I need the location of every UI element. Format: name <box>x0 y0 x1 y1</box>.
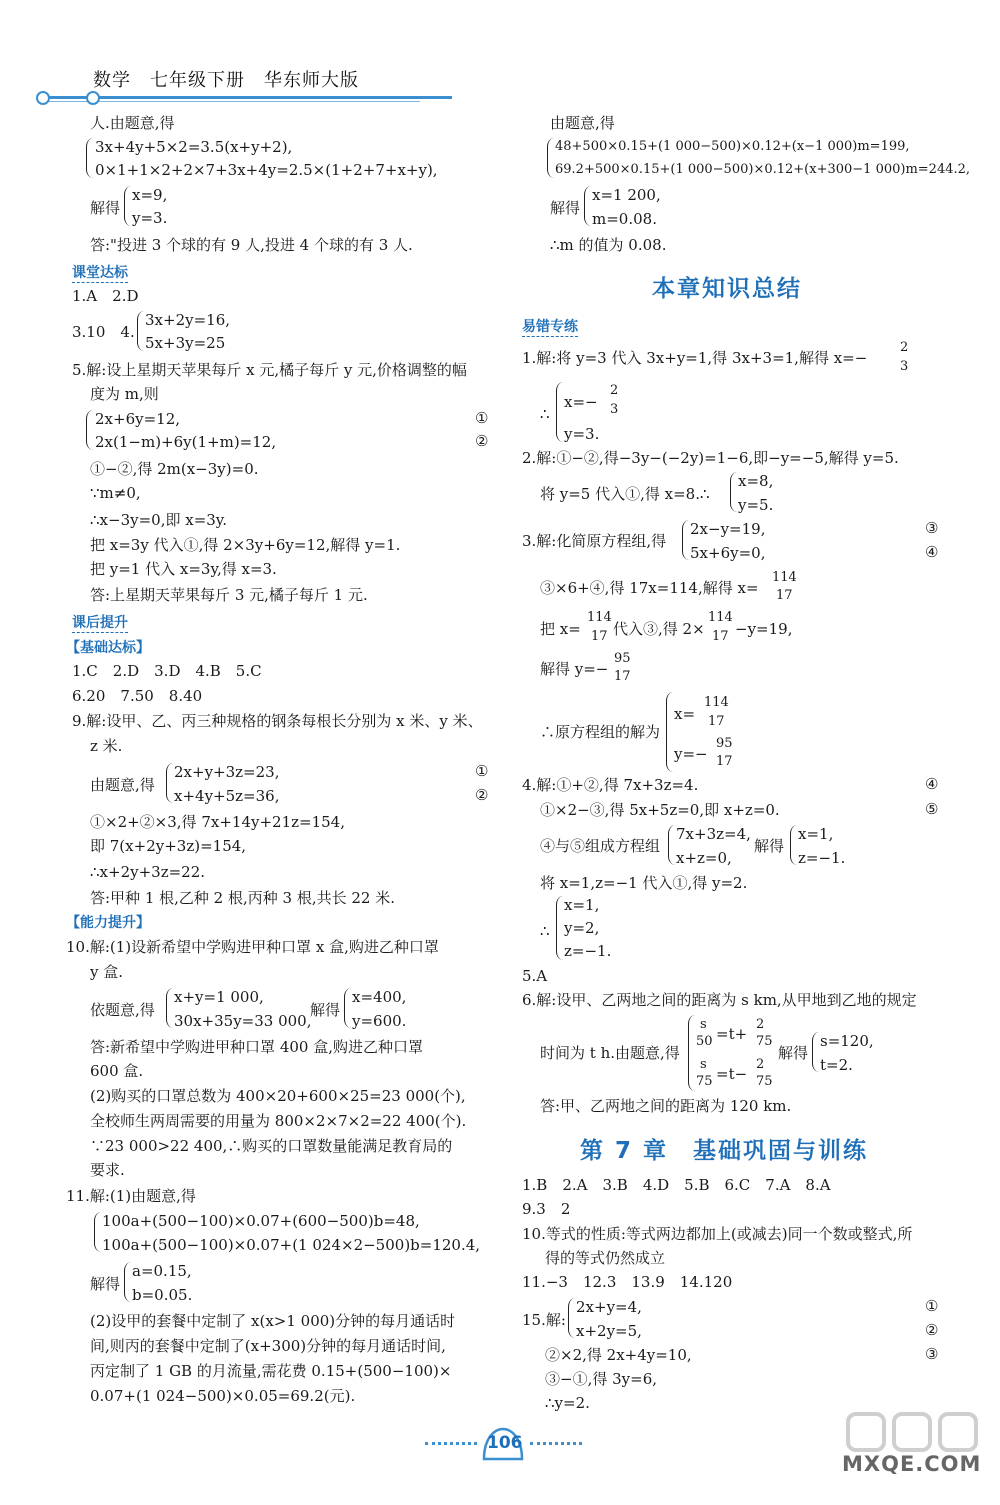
equation: 0×1+1×2+2×7+3x+4y=2.5×(1+2+7+x+y), <box>95 161 438 179</box>
section-heading: 课堂达标 <box>72 262 128 283</box>
brace-icon <box>137 311 144 351</box>
equation-number: ⑤ <box>925 800 939 818</box>
text-line: 解得 <box>90 1275 121 1293</box>
section-heading: 易错专练 <box>522 316 578 337</box>
equation: 48+500×0.15+(1 000−500)×0.12+(x−1 000)m=199, <box>555 139 910 154</box>
page-header <box>0 0 1000 110</box>
brace-icon <box>344 988 351 1028</box>
equation: x=1, <box>798 825 834 843</box>
answer-line: 600 盒. <box>90 1062 144 1080</box>
answer-line: 答:甲种 1 根,乙种 2 根,丙种 3 根,共长 22 米. <box>90 889 395 907</box>
text-line: ①×2+②×3,得 7x+14y+21z=154, <box>90 813 345 831</box>
answer-line: 答:新希望中学购进甲种口罩 400 盒,购进乙种口罩 <box>90 1038 423 1056</box>
fraction-numerator: 95 <box>614 651 631 666</box>
equation: 2x+6y=12, <box>95 410 181 428</box>
equation-number: ① <box>475 409 489 427</box>
text-line: 解得 <box>550 199 581 217</box>
footer-dots-left <box>425 1442 477 1445</box>
text-line: ∴原方程组的解为 <box>540 723 661 741</box>
subsection-tag: 【能力提升】 <box>66 915 150 931</box>
text-line: (2)设甲的套餐中定制了 x(x>1 000)分钟的每月通话时 <box>90 1312 456 1330</box>
equation: b=0.05. <box>132 1286 193 1304</box>
equation: =t+ <box>716 1025 748 1043</box>
equation: s=120, <box>820 1032 874 1050</box>
equation-number: ③ <box>925 519 939 537</box>
equation-number: ② <box>475 432 489 450</box>
brace-icon <box>812 1032 819 1072</box>
brace-icon <box>584 186 591 226</box>
text-line: y 盒. <box>90 963 124 981</box>
section-heading: 课后提升 <box>72 612 128 633</box>
fraction-numerator: s <box>700 1017 707 1032</box>
equation: 100a+(500−100)×0.07+(1 024×2−500)b=120.4, <box>102 1236 481 1254</box>
equation-number: ② <box>925 1321 939 1339</box>
text-line: 15.解: <box>522 1311 566 1329</box>
brace-icon <box>556 896 563 960</box>
text-line: 11.解:(1)由题意,得 <box>66 1187 196 1205</box>
brace-icon <box>124 186 131 226</box>
fraction-numerator: 2 <box>756 1017 765 1032</box>
equation: 2x−y=19, <box>690 520 766 538</box>
text-line: 解得 <box>310 1001 341 1019</box>
fraction-numerator: 114 <box>704 695 729 710</box>
equation: z=−1. <box>564 942 612 960</box>
text-line: ③×6+④,得 17x=114,解得 x= <box>540 579 759 597</box>
equation: x+y=1 000, <box>174 988 264 1006</box>
text-line: 人.由题意,得 <box>90 114 175 132</box>
fraction-denominator: 17 <box>716 754 733 769</box>
fraction-numerator: 114 <box>708 610 733 625</box>
equation-number: ② <box>475 786 489 804</box>
text-line: ②×2,得 2x+4y=10, <box>545 1346 692 1364</box>
equation: x+z=0, <box>676 849 732 867</box>
answer-line: 1.A 2.D <box>72 287 139 305</box>
equation: x+2y=5, <box>576 1322 642 1340</box>
text-line: 将 x=1,z=−1 代入①,得 y=2. <box>540 874 748 892</box>
equation: x=1 200, <box>592 186 661 204</box>
text-line: 0.07+(1 024−500)×0.05=69.2(元). <box>90 1387 356 1405</box>
text-line: 得的等式仍然成立 <box>545 1249 666 1267</box>
brace-icon <box>86 410 93 450</box>
fraction-denominator: 17 <box>591 629 608 644</box>
header-rule <box>40 96 452 99</box>
brace-icon <box>666 692 673 772</box>
text-line: 1.解:将 y=3 代入 3x+y=1,得 3x+3=1,解得 x=− <box>522 349 868 367</box>
fraction-denominator: 3 <box>610 402 619 417</box>
brace-icon <box>682 520 689 560</box>
text-line: 解得 <box>754 837 785 855</box>
text-line: 时间为 t h.由题意,得 <box>540 1044 680 1062</box>
text-line: ∵m≠0, <box>90 484 141 502</box>
text-line: 5.解:设上星期天苹果每斤 x 元,橘子每斤 y 元,价格调整的幅 <box>72 361 467 379</box>
text-line: ∴y=2. <box>545 1394 590 1412</box>
brace-icon <box>94 1212 101 1252</box>
equation-number: ④ <box>925 543 939 561</box>
fraction-numerator: 114 <box>772 570 797 585</box>
fraction-numerator: 2 <box>900 340 909 355</box>
brace-icon <box>556 382 563 442</box>
brace-icon <box>547 138 554 178</box>
answer-line: 1.C 2.D 3.D 4.B 5.C <box>72 662 262 680</box>
text-line: z 米. <box>90 737 123 755</box>
text-line: 依题意,得 <box>90 1001 155 1019</box>
text-line: 解得 <box>90 199 121 217</box>
brace-icon <box>688 1015 695 1091</box>
equation: 69.2+500×0.15+(1 000−500)×0.12+(x+300−1 000)m=244.2, <box>555 162 971 177</box>
page-number: 106 <box>487 1433 523 1453</box>
equation-number: ① <box>925 1297 939 1315</box>
text-line: 代入③,得 2× <box>613 620 705 638</box>
text-line: 6.解:设甲、乙两地之间的距离为 s km,从甲地到乙地的规定 <box>522 991 917 1009</box>
text-line: 10.等式的性质:等式两边都加上(或减去)同一个数或整式,所 <box>522 1225 913 1243</box>
equation: 100a+(500−100)×0.07+(600−500)b=48, <box>102 1212 420 1230</box>
footer-dots-right <box>530 1442 582 1445</box>
equation: x=− <box>564 393 598 411</box>
equation: z=−1. <box>798 849 846 867</box>
text-line: ∴m 的值为 0.08. <box>550 236 667 254</box>
text-line: ∴x−3y=0,即 x=3y. <box>90 511 228 529</box>
answer-line: 答:"投进 3 个球的有 9 人,投进 4 个球的有 3 人. <box>90 236 413 254</box>
equation: x=1, <box>564 896 600 914</box>
text-line: 由题意,得 <box>550 114 615 132</box>
fraction-denominator: 75 <box>756 1034 773 1049</box>
equation-number: ③ <box>925 1345 939 1363</box>
text-line: 10.解:(1)设新希望中学购进甲种口罩 x 盒,购进乙种口罩 <box>66 938 439 956</box>
brace-icon <box>568 1298 575 1338</box>
equation: y=− <box>674 745 708 763</box>
text-line: 将 y=5 代入①,得 x=8.∴ <box>540 485 710 503</box>
answer-line: 1.B 2.A 3.B 4.D 5.B 6.C 7.A 8.A <box>522 1176 831 1194</box>
brace-icon <box>124 1262 131 1302</box>
brace-icon <box>86 138 93 178</box>
text-line: (2)购买的口罩总数为 400×20+600×25=23 000(个), <box>90 1087 466 1105</box>
equation: 2x+y=4, <box>576 1298 642 1316</box>
text-line: ∴ <box>540 922 550 940</box>
equation: y=3. <box>132 209 168 227</box>
fraction-denominator: 17 <box>712 629 729 644</box>
text-line: ∴ <box>540 405 550 423</box>
equation: 5x+3y=25 <box>145 334 226 352</box>
text-line: 2.解:①−②,得−3y−(−2y)=1−6,即−y=−5,解得 y=5. <box>522 449 899 467</box>
equation-number: ④ <box>925 775 939 793</box>
text-line: 要求. <box>90 1161 125 1179</box>
text-line: ①×2−③,得 5x+5z=0,即 x+z=0. <box>540 801 780 819</box>
fraction-numerator: s <box>700 1057 707 1072</box>
subsection-tag: 【基础达标】 <box>66 640 150 656</box>
equation: x=8, <box>738 472 774 490</box>
equation: 2x+y+3z=23, <box>174 763 280 781</box>
answer-line: 答:甲、乙两地之间的距离为 120 km. <box>540 1097 792 1115</box>
fraction-denominator: 3 <box>900 359 909 374</box>
equation: a=0.15, <box>132 1262 192 1280</box>
text-line: 全校师生两周需要的用量为 800×2×7×2=22 400(个). <box>90 1112 467 1130</box>
equation-number: ① <box>475 762 489 780</box>
equation: x=9, <box>132 186 168 204</box>
answer-line: 11.−3 12.3 13.9 14.120 <box>522 1273 733 1291</box>
text-line: 把 x= <box>540 620 581 638</box>
text-line: 9.解:设甲、乙、丙三种规格的钢条每根长分别为 x 米、y 米、 <box>72 712 483 730</box>
fraction-numerator: 2 <box>610 383 619 398</box>
text-line: ①−②,得 2m(x−3y)=0. <box>90 460 259 478</box>
text-line: 3.解:化简原方程组,得 <box>522 532 667 550</box>
equation: y=5. <box>738 496 774 514</box>
header-dot-icon <box>36 91 50 105</box>
text-line: 4.解:①+②,得 7x+3z=4. <box>522 776 699 794</box>
text-line: 解得 y=− <box>540 660 609 678</box>
equation: x=400, <box>352 988 407 1006</box>
text-line: 度为 m,则 <box>90 385 159 403</box>
text-line: −y=19, <box>735 620 793 638</box>
text-line: ∴x+2y+3z=22. <box>90 863 206 881</box>
fraction-denominator: 75 <box>756 1074 773 1089</box>
equation: y=3. <box>564 425 600 443</box>
brace-icon <box>668 825 675 865</box>
brace-icon <box>166 988 173 1028</box>
text-line: 解得 <box>778 1044 809 1062</box>
header-dot-icon <box>86 91 100 105</box>
text-line: 丙定制了 1 GB 的月流量,需花费 0.15+(500−100)× <box>90 1362 452 1380</box>
equation: 3x+4y+5×2=3.5(x+y+2), <box>95 138 293 156</box>
fraction-denominator: 75 <box>696 1074 713 1089</box>
text-line: 即 7(x+2y+3z)=154, <box>90 837 247 855</box>
text-line: 间,则丙的套餐中定制了(x+300)分钟的每月通话时间, <box>90 1337 446 1355</box>
equation: x= <box>674 705 696 723</box>
equation: 2x(1−m)+6y(1+m)=12, <box>95 433 277 451</box>
equation: t=2. <box>820 1056 853 1074</box>
brace-icon <box>790 825 797 865</box>
chapter-heading: 第 7 章 基础巩固与训练 <box>580 1138 869 1164</box>
fraction-denominator: 17 <box>614 669 631 684</box>
fraction-denominator: 50 <box>696 1034 713 1049</box>
book-title: 数学 七年级下册 华东师大版 <box>93 70 359 91</box>
text-line: ∵23 000>22 400,∴购买的口罩数量能满足教育局的 <box>90 1137 453 1155</box>
equation: m=0.08. <box>592 210 657 228</box>
fraction-denominator: 17 <box>708 714 725 729</box>
answer-line: 5.A <box>522 967 548 985</box>
answer-line: 6.20 7.50 8.40 <box>72 687 203 705</box>
answer-line: 答:上星期天苹果每斤 3 元,橘子每斤 1 元. <box>90 586 368 604</box>
answer-line: 9.3 2 <box>522 1200 571 1218</box>
brace-icon <box>166 763 173 803</box>
equation: 30x+35y=33 000, <box>174 1012 312 1030</box>
watermark-text: MXQE.COM <box>842 1452 982 1476</box>
text-line: 把 y=1 代入 x=3y,得 x=3. <box>90 560 277 578</box>
brace-icon <box>730 472 737 512</box>
equation: =t− <box>716 1065 748 1083</box>
chapter-summary-heading: 本章知识总结 <box>652 276 802 302</box>
equation: y=600. <box>352 1012 407 1030</box>
text-line: 由题意,得 <box>90 776 155 794</box>
fraction-numerator: 114 <box>587 610 612 625</box>
text-line: 3.10 4. <box>72 323 135 341</box>
text-line: ④与⑤组成方程组 <box>540 837 661 855</box>
text-line: 把 x=3y 代入①,得 2×3y+6y=12,解得 y=1. <box>90 536 401 554</box>
equation: 5x+6y=0, <box>690 544 766 562</box>
equation: x+4y+5z=36, <box>174 787 280 805</box>
equation: 7x+3z=4, <box>676 825 751 843</box>
fraction-denominator: 17 <box>776 588 793 603</box>
text-line: ③−①,得 3y=6, <box>545 1370 658 1388</box>
equation: y=2, <box>564 919 600 937</box>
equation: 3x+2y=16, <box>145 311 231 329</box>
fraction-numerator: 2 <box>756 1057 765 1072</box>
fraction-numerator: 95 <box>716 736 733 751</box>
